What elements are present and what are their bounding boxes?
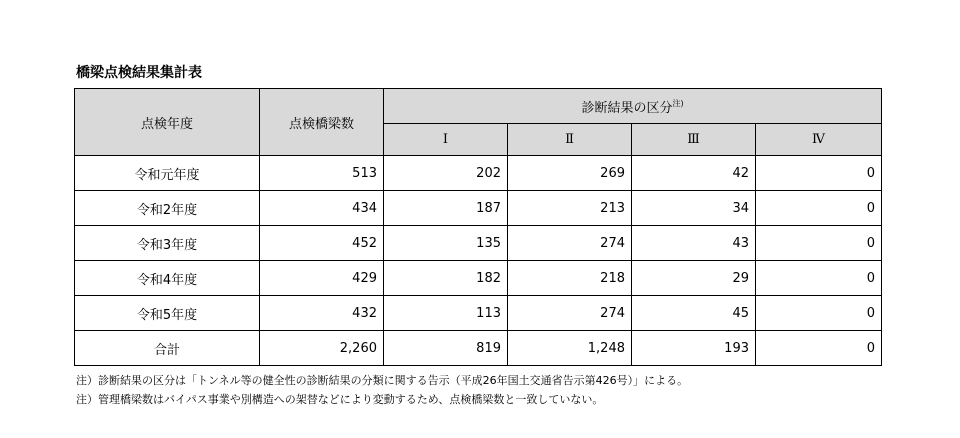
row-year: 令和元年度 <box>75 156 260 191</box>
row-year: 令和4年度 <box>75 261 260 296</box>
header-diagnosis-label: 診断結果の区分 <box>581 100 673 116</box>
footnote-2: 注）管理橋梁数はバイパス事業や別構造への架替などにより変動するため、点検橋梁数と一致していない。 <box>76 393 604 406</box>
row-level-1: 113 <box>384 296 508 331</box>
row-year: 令和2年度 <box>75 191 260 226</box>
row-level-3: 193 <box>632 331 756 366</box>
row-count: 432 <box>260 296 384 331</box>
table-row <box>75 191 882 226</box>
table-row-total <box>75 331 882 366</box>
header-level-4: Ⅳ <box>756 124 882 156</box>
row-count: 513 <box>260 156 384 191</box>
row-count: 429 <box>260 261 384 296</box>
row-level-4: 0 <box>756 226 882 261</box>
row-level-1: 819 <box>384 331 508 366</box>
row-level-1: 187 <box>384 191 508 226</box>
row-level-4: 0 <box>756 331 882 366</box>
row-level-2: 274 <box>508 226 632 261</box>
row-count: 452 <box>260 226 384 261</box>
table-row <box>75 226 882 261</box>
row-count: 434 <box>260 191 384 226</box>
row-year: 令和3年度 <box>75 226 260 261</box>
row-level-2: 269 <box>508 156 632 191</box>
row-level-2: 213 <box>508 191 632 226</box>
row-year: 令和5年度 <box>75 296 260 331</box>
header-diagnosis-note: 注) <box>672 98 684 108</box>
row-level-4: 0 <box>756 296 882 331</box>
row-level-3: 45 <box>632 296 756 331</box>
row-level-2: 218 <box>508 261 632 296</box>
row-level-2: 274 <box>508 296 632 331</box>
row-level-4: 0 <box>756 156 882 191</box>
header-year: 点検年度 <box>75 89 260 156</box>
header-count: 点検橋梁数 <box>260 89 384 156</box>
row-level-3: 29 <box>632 261 756 296</box>
row-level-1: 135 <box>384 226 508 261</box>
table-row <box>75 261 882 296</box>
header-diagnosis <box>384 89 882 124</box>
bridge-inspection-table <box>74 88 882 366</box>
row-level-2: 1,248 <box>508 331 632 366</box>
table-title: 橋梁点検結果集計表 <box>76 65 202 81</box>
row-level-4: 0 <box>756 261 882 296</box>
row-level-3: 34 <box>632 191 756 226</box>
row-level-3: 43 <box>632 226 756 261</box>
table-row <box>75 296 882 331</box>
row-year: 合計 <box>75 331 260 366</box>
table-row <box>75 156 882 191</box>
row-count: 2,260 <box>260 331 384 366</box>
row-level-1: 182 <box>384 261 508 296</box>
row-level-1: 202 <box>384 156 508 191</box>
row-level-4: 0 <box>756 191 882 226</box>
row-level-3: 42 <box>632 156 756 191</box>
header-level-2: Ⅱ <box>508 124 632 156</box>
header-level-3: Ⅲ <box>632 124 756 156</box>
footnote-1: 注）診断結果の区分は「トンネル等の健全性の診断結果の分類に関する告示（平成26年国土交通省告示第426号）」による。 <box>76 374 689 387</box>
header-level-1: Ⅰ <box>384 124 508 156</box>
